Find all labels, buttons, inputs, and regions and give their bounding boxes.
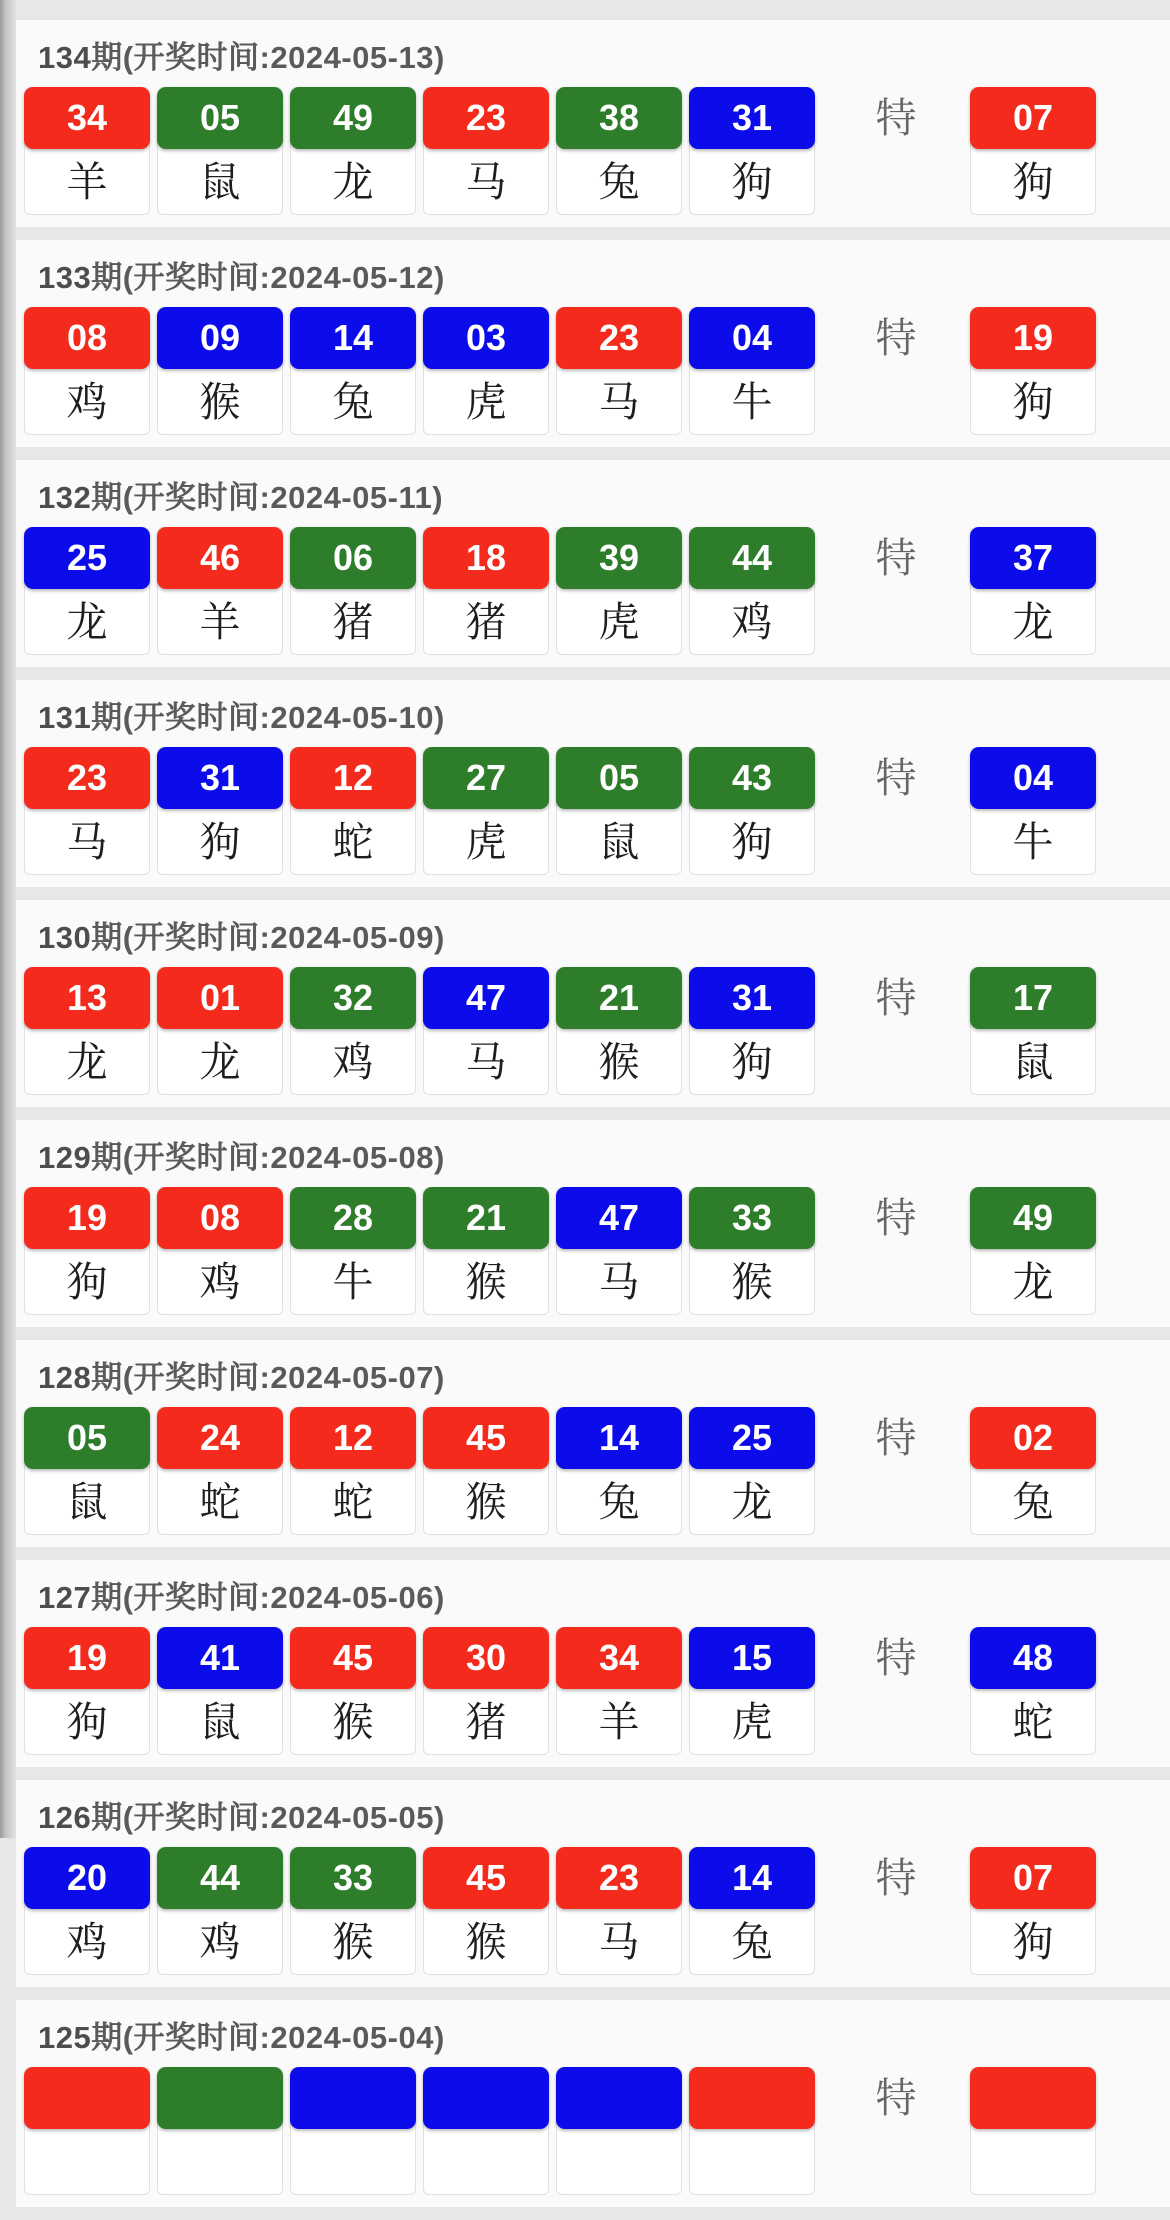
ball-zodiac: 狗 [731, 1039, 773, 1085]
ball-cell [423, 967, 549, 1095]
ball-zodiac [424, 2129, 548, 2193]
draw-time: 期(开奖时间:2024-05-12) [91, 260, 445, 295]
ball-cell [556, 527, 682, 655]
ball-cell [290, 2067, 416, 2195]
ball-number: 21 [423, 1187, 549, 1249]
ball-zodiac: 兔 [598, 1479, 640, 1525]
ball-number [689, 2067, 815, 2129]
ball-zodiac: 鸡 [66, 379, 108, 425]
special-ball-number: 49 [970, 1187, 1096, 1249]
ball-cell [423, 2067, 549, 2195]
balls-row [16, 1185, 1170, 1315]
ball-cell [24, 307, 150, 435]
ball-cell [556, 1187, 682, 1315]
ball-zodiac: 龙 [66, 1039, 108, 1085]
ball-zodiac: 蛇 [332, 1479, 374, 1525]
ball-zodiac: 猪 [465, 599, 507, 645]
ball-cell [157, 307, 283, 435]
ball-zodiac [25, 2129, 149, 2193]
ball-zodiac: 狗 [66, 1699, 108, 1745]
special-label: 特 [875, 2075, 917, 2121]
special-ball-number: 07 [970, 87, 1096, 149]
ball-cell [24, 527, 150, 655]
ball-zodiac: 鼠 [199, 159, 241, 205]
ball-cell [290, 1627, 416, 1755]
ball-number: 32 [290, 967, 416, 1029]
ball-zodiac: 牛 [731, 379, 773, 425]
ball-zodiac: 狗 [199, 819, 241, 865]
special-label: 特 [875, 1855, 917, 1901]
ball-cell [970, 307, 1096, 435]
special-ball-number: 07 [970, 1847, 1096, 1909]
ball-zodiac: 猪 [332, 599, 374, 645]
ball-number: 23 [423, 87, 549, 149]
ball-cell [689, 2067, 815, 2195]
draw-time: 期(开奖时间:2024-05-11) [91, 480, 444, 515]
ball-number: 05 [157, 87, 283, 149]
ball-zodiac: 虎 [465, 379, 507, 425]
special-ball-number: 19 [970, 307, 1096, 369]
ball-number: 41 [157, 1627, 283, 1689]
special-ball-zodiac [971, 2129, 1095, 2193]
special-label: 特 [875, 315, 917, 361]
ball-number: 05 [24, 1407, 150, 1469]
ball-zodiac: 蛇 [332, 819, 374, 865]
ball-cell [157, 2067, 283, 2195]
draw-time: 期(开奖时间:2024-05-10) [91, 700, 445, 735]
ball-zodiac: 鸡 [66, 1919, 108, 1965]
ball-zodiac: 鸡 [731, 599, 773, 645]
ball-cell [290, 87, 416, 215]
ball-zodiac: 猴 [731, 1259, 773, 1305]
ball-number: 34 [24, 87, 150, 149]
special-ball-zodiac: 兔 [1012, 1479, 1054, 1525]
ball-cell [157, 1627, 283, 1755]
ball-zodiac: 马 [465, 159, 507, 205]
draw-period: 130 [38, 920, 92, 955]
ball-number: 33 [689, 1187, 815, 1249]
ball-number: 44 [157, 1847, 283, 1909]
draw-result-group [16, 900, 1170, 1107]
ball-number: 30 [423, 1627, 549, 1689]
ball-cell [290, 747, 416, 875]
draw-period: 132 [38, 480, 92, 515]
ball-cell [970, 1187, 1096, 1315]
ball-cell [423, 1407, 549, 1535]
ball-number: 38 [556, 87, 682, 149]
balls-row [16, 1625, 1170, 1755]
draw-period: 128 [38, 1360, 92, 1395]
ball-number: 01 [157, 967, 283, 1029]
balls-row [16, 745, 1170, 875]
draw-period: 125 [38, 2020, 92, 2055]
ball-zodiac: 龙 [66, 599, 108, 645]
ball-cell [157, 87, 283, 215]
ball-cell [290, 1407, 416, 1535]
draw-time: 期(开奖时间:2024-05-04) [91, 2020, 445, 2055]
ball-zodiac: 马 [598, 1259, 640, 1305]
draw-header [16, 1340, 1170, 1405]
ball-zodiac: 猴 [465, 1259, 507, 1305]
special-label: 特 [875, 1635, 917, 1681]
ball-number: 28 [290, 1187, 416, 1249]
ball-cell [556, 1407, 682, 1535]
ball-zodiac [158, 2129, 282, 2193]
ball-cell [290, 967, 416, 1095]
ball-number [24, 2067, 150, 2129]
ball-cell [423, 527, 549, 655]
ball-cell [556, 87, 682, 215]
balls-row [16, 965, 1170, 1095]
balls-row [16, 85, 1170, 215]
ball-number: 05 [556, 747, 682, 809]
ball-cell [157, 747, 283, 875]
ball-cell [970, 1847, 1096, 1975]
ball-zodiac: 猪 [465, 1699, 507, 1745]
ball-number: 14 [689, 1847, 815, 1909]
draw-period: 134 [38, 40, 92, 75]
balls-row [16, 2065, 1170, 2195]
draw-result-group [16, 460, 1170, 667]
draw-time: 期(开奖时间:2024-05-13) [91, 40, 445, 75]
ball-cell [290, 307, 416, 435]
ball-zodiac: 虎 [598, 599, 640, 645]
ball-cell [157, 1847, 283, 1975]
ball-number: 03 [423, 307, 549, 369]
left-scrollbar-gutter[interactable] [0, 0, 16, 1838]
ball-cell [689, 1187, 815, 1315]
ball-cell [556, 1847, 682, 1975]
ball-number: 25 [689, 1407, 815, 1469]
draw-period: 133 [38, 260, 92, 295]
ball-zodiac: 兔 [598, 159, 640, 205]
ball-zodiac [291, 2129, 415, 2193]
ball-zodiac: 龙 [199, 1039, 241, 1085]
ball-number: 27 [423, 747, 549, 809]
ball-number: 45 [290, 1627, 416, 1689]
ball-number: 44 [689, 527, 815, 589]
ball-number: 09 [157, 307, 283, 369]
ball-number [423, 2067, 549, 2129]
ball-number: 23 [24, 747, 150, 809]
special-label: 特 [875, 975, 917, 1021]
special-ball-number: 17 [970, 967, 1096, 1029]
ball-number: 43 [689, 747, 815, 809]
ball-number: 20 [24, 1847, 150, 1909]
ball-zodiac: 蛇 [199, 1479, 241, 1525]
ball-zodiac: 猴 [465, 1919, 507, 1965]
ball-number: 33 [290, 1847, 416, 1909]
ball-number [556, 2067, 682, 2129]
ball-number: 24 [157, 1407, 283, 1469]
special-ball-zodiac: 龙 [1012, 599, 1054, 645]
ball-cell [24, 747, 150, 875]
draw-result-group [16, 1560, 1170, 1767]
ball-zodiac: 鼠 [66, 1479, 108, 1525]
special-ball-zodiac: 牛 [1012, 819, 1054, 865]
ball-cell [970, 1627, 1096, 1755]
ball-zodiac [690, 2129, 814, 2193]
draw-header [16, 20, 1170, 85]
draw-time: 期(开奖时间:2024-05-07) [91, 1360, 445, 1395]
ball-zodiac: 狗 [731, 819, 773, 865]
special-ball-number: 02 [970, 1407, 1096, 1469]
ball-number: 31 [157, 747, 283, 809]
results-list [16, 0, 1170, 2220]
ball-zodiac: 羊 [199, 599, 241, 645]
ball-cell [290, 527, 416, 655]
ball-number: 46 [157, 527, 283, 589]
ball-number: 13 [24, 967, 150, 1029]
ball-number: 23 [556, 1847, 682, 1909]
ball-cell [970, 747, 1096, 875]
ball-zodiac: 马 [66, 819, 108, 865]
special-ball-number: 37 [970, 527, 1096, 589]
special-label: 特 [875, 535, 917, 581]
ball-zodiac: 猴 [332, 1919, 374, 1965]
draw-result-group [16, 240, 1170, 447]
ball-zodiac: 牛 [332, 1259, 374, 1305]
draw-header [16, 460, 1170, 525]
ball-number: 34 [556, 1627, 682, 1689]
ball-zodiac: 羊 [66, 159, 108, 205]
draw-period: 129 [38, 1140, 92, 1175]
ball-number: 06 [290, 527, 416, 589]
ball-cell [556, 747, 682, 875]
ball-number: 04 [689, 307, 815, 369]
balls-row [16, 305, 1170, 435]
special-ball-zodiac: 狗 [1012, 1919, 1054, 1965]
ball-zodiac: 兔 [332, 379, 374, 425]
special-label: 特 [875, 1195, 917, 1241]
ball-cell [689, 1847, 815, 1975]
ball-cell [24, 967, 150, 1095]
ball-cell [157, 527, 283, 655]
ball-number: 18 [423, 527, 549, 589]
ball-cell [423, 1847, 549, 1975]
ball-number: 08 [24, 307, 150, 369]
draw-result-group [16, 1340, 1170, 1547]
ball-cell [970, 1407, 1096, 1535]
ball-number: 31 [689, 967, 815, 1029]
ball-zodiac: 鸡 [199, 1259, 241, 1305]
ball-cell [423, 747, 549, 875]
draw-time: 期(开奖时间:2024-05-05) [91, 1800, 445, 1835]
ball-number: 47 [556, 1187, 682, 1249]
ball-number: 45 [423, 1847, 549, 1909]
ball-zodiac: 马 [598, 379, 640, 425]
ball-cell [970, 527, 1096, 655]
draw-result-group [16, 1780, 1170, 1987]
ball-number: 19 [24, 1627, 150, 1689]
special-ball-number: 48 [970, 1627, 1096, 1689]
ball-cell [290, 1847, 416, 1975]
ball-cell [689, 1407, 815, 1535]
ball-number: 14 [290, 307, 416, 369]
ball-zodiac: 鼠 [598, 819, 640, 865]
ball-cell [24, 2067, 150, 2195]
draw-time: 期(开奖时间:2024-05-08) [91, 1140, 445, 1175]
ball-number: 15 [689, 1627, 815, 1689]
ball-number: 21 [556, 967, 682, 1029]
ball-cell [157, 1407, 283, 1535]
special-ball-zodiac: 狗 [1012, 159, 1054, 205]
special-label: 特 [875, 755, 917, 801]
ball-number: 31 [689, 87, 815, 149]
draw-period: 126 [38, 1800, 92, 1835]
draw-result-group [16, 1120, 1170, 1327]
ball-cell [689, 307, 815, 435]
ball-number: 12 [290, 747, 416, 809]
ball-zodiac: 鼠 [199, 1699, 241, 1745]
ball-cell [24, 1627, 150, 1755]
ball-cell [556, 967, 682, 1095]
draw-result-group [16, 2000, 1170, 2207]
ball-cell [24, 1847, 150, 1975]
special-label: 特 [875, 95, 917, 141]
ball-cell [689, 967, 815, 1095]
ball-number: 14 [556, 1407, 682, 1469]
ball-zodiac: 猴 [465, 1479, 507, 1525]
balls-row [16, 1845, 1170, 1975]
draw-period: 127 [38, 1580, 92, 1615]
draw-header [16, 1780, 1170, 1845]
draw-time: 期(开奖时间:2024-05-09) [91, 920, 445, 955]
special-ball-zodiac: 龙 [1012, 1259, 1054, 1305]
draw-header [16, 1560, 1170, 1625]
draw-header [16, 680, 1170, 745]
draw-result-group [16, 20, 1170, 227]
draw-header [16, 900, 1170, 965]
special-ball-zodiac: 狗 [1012, 379, 1054, 425]
ball-number: 25 [24, 527, 150, 589]
ball-zodiac: 猴 [598, 1039, 640, 1085]
draw-header [16, 1120, 1170, 1185]
ball-zodiac: 虎 [465, 819, 507, 865]
ball-cell [689, 1627, 815, 1755]
ball-zodiac: 虎 [731, 1699, 773, 1745]
ball-zodiac: 兔 [731, 1919, 773, 1965]
ball-cell [689, 527, 815, 655]
draw-header [16, 2000, 1170, 2065]
special-ball-number [970, 2067, 1096, 2129]
ball-zodiac [557, 2129, 681, 2193]
ball-cell [556, 2067, 682, 2195]
ball-cell [24, 1187, 150, 1315]
ball-number: 49 [290, 87, 416, 149]
ball-number: 12 [290, 1407, 416, 1469]
ball-cell [157, 1187, 283, 1315]
ball-cell [290, 1187, 416, 1315]
ball-number [157, 2067, 283, 2129]
ball-zodiac: 龙 [731, 1479, 773, 1525]
ball-number: 19 [24, 1187, 150, 1249]
ball-cell [423, 307, 549, 435]
special-ball-number: 04 [970, 747, 1096, 809]
special-ball-zodiac: 鼠 [1012, 1039, 1054, 1085]
ball-cell [24, 87, 150, 215]
ball-zodiac: 狗 [66, 1259, 108, 1305]
ball-cell [24, 1407, 150, 1535]
ball-number: 08 [157, 1187, 283, 1249]
special-label: 特 [875, 1415, 917, 1461]
ball-number: 47 [423, 967, 549, 1029]
draw-period: 131 [38, 700, 92, 735]
ball-number: 39 [556, 527, 682, 589]
ball-number [290, 2067, 416, 2129]
ball-zodiac: 猴 [332, 1699, 374, 1745]
ball-number: 23 [556, 307, 682, 369]
ball-zodiac: 鸡 [332, 1039, 374, 1085]
balls-row [16, 525, 1170, 655]
ball-cell [689, 747, 815, 875]
ball-cell [970, 2067, 1096, 2195]
ball-cell [423, 1627, 549, 1755]
ball-zodiac: 羊 [598, 1699, 640, 1745]
draw-time: 期(开奖时间:2024-05-06) [91, 1580, 445, 1615]
draw-header [16, 240, 1170, 305]
ball-cell [970, 967, 1096, 1095]
ball-cell [423, 1187, 549, 1315]
ball-cell [689, 87, 815, 215]
ball-cell [970, 87, 1096, 215]
ball-number: 45 [423, 1407, 549, 1469]
ball-cell [157, 967, 283, 1095]
ball-cell [423, 87, 549, 215]
ball-zodiac: 马 [598, 1919, 640, 1965]
ball-zodiac: 猴 [199, 379, 241, 425]
ball-zodiac: 鸡 [199, 1919, 241, 1965]
balls-row [16, 1405, 1170, 1535]
ball-cell [556, 1627, 682, 1755]
ball-zodiac: 马 [465, 1039, 507, 1085]
ball-zodiac: 龙 [332, 159, 374, 205]
ball-cell [556, 307, 682, 435]
special-ball-zodiac: 蛇 [1012, 1699, 1054, 1745]
draw-result-group [16, 680, 1170, 887]
ball-zodiac: 狗 [731, 159, 773, 205]
